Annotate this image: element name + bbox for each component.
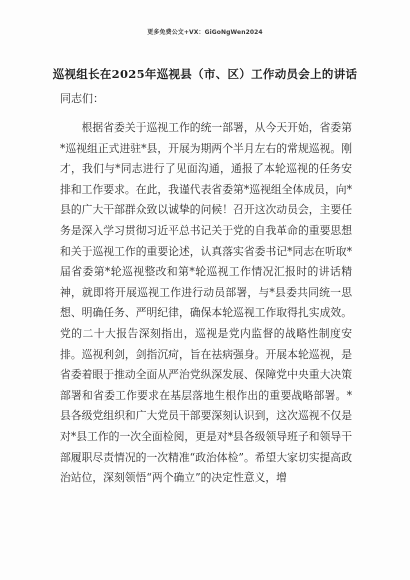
document-title: 巡视组长在2025年巡视县（市、区）工作动员会上的讲话 [52, 67, 358, 81]
salutation: 同志们： [60, 92, 104, 105]
body-paragraph: 根据省委关于巡视工作的统一部署，从今天开始，省委第*巡视组正式进驻*县，开展为期两个半月左右的常规巡视。刚才，我们与*同志进行了见面沟通，通报了本轮巡视的任务安排和工作要求。在此，我谨代表省委第*巡视组全体成员，向*县的广大干部群众致以诚挚的问候！召开这次动员会，主要任务是深入学习贯彻习近平总书记关于党的自我革命的重要思想和关于巡视工作的重要论述，认真落实省委书记*同志在听取*届省委第*轮巡视整改和第*轮巡视工作情况汇报时的讲话精神，就即将开展巡视工作进行动员部署，与*县委共同统一思想、明确任务、严明纪律，确保本轮巡视工作取得扎实成效。党的二十大报告深刻指出，巡视是党内监督的战略性制度安排。巡视利剑，剑指沉疴，旨在祛病强身。开展本轮巡视，是省委着眼于推动全面从严治党纵深发展、保障党中央重大决策部署和省委工作要求在基层落地生根作出的重要战略部署。*县各级党组织和广大党员干部要深刻认识到，这次巡视不仅是对*县工作的一次全面检阅，更是对*县各级领导班子和领导干部履职尽责情况的一次精准“政治体检”。希望大家切实提高政治站位，深刻领悟“两个确立”的决定性意义，增 [60, 121, 352, 485]
header-note: 更多免费公文+VX：GiGoNgWen2024 [147, 29, 263, 36]
